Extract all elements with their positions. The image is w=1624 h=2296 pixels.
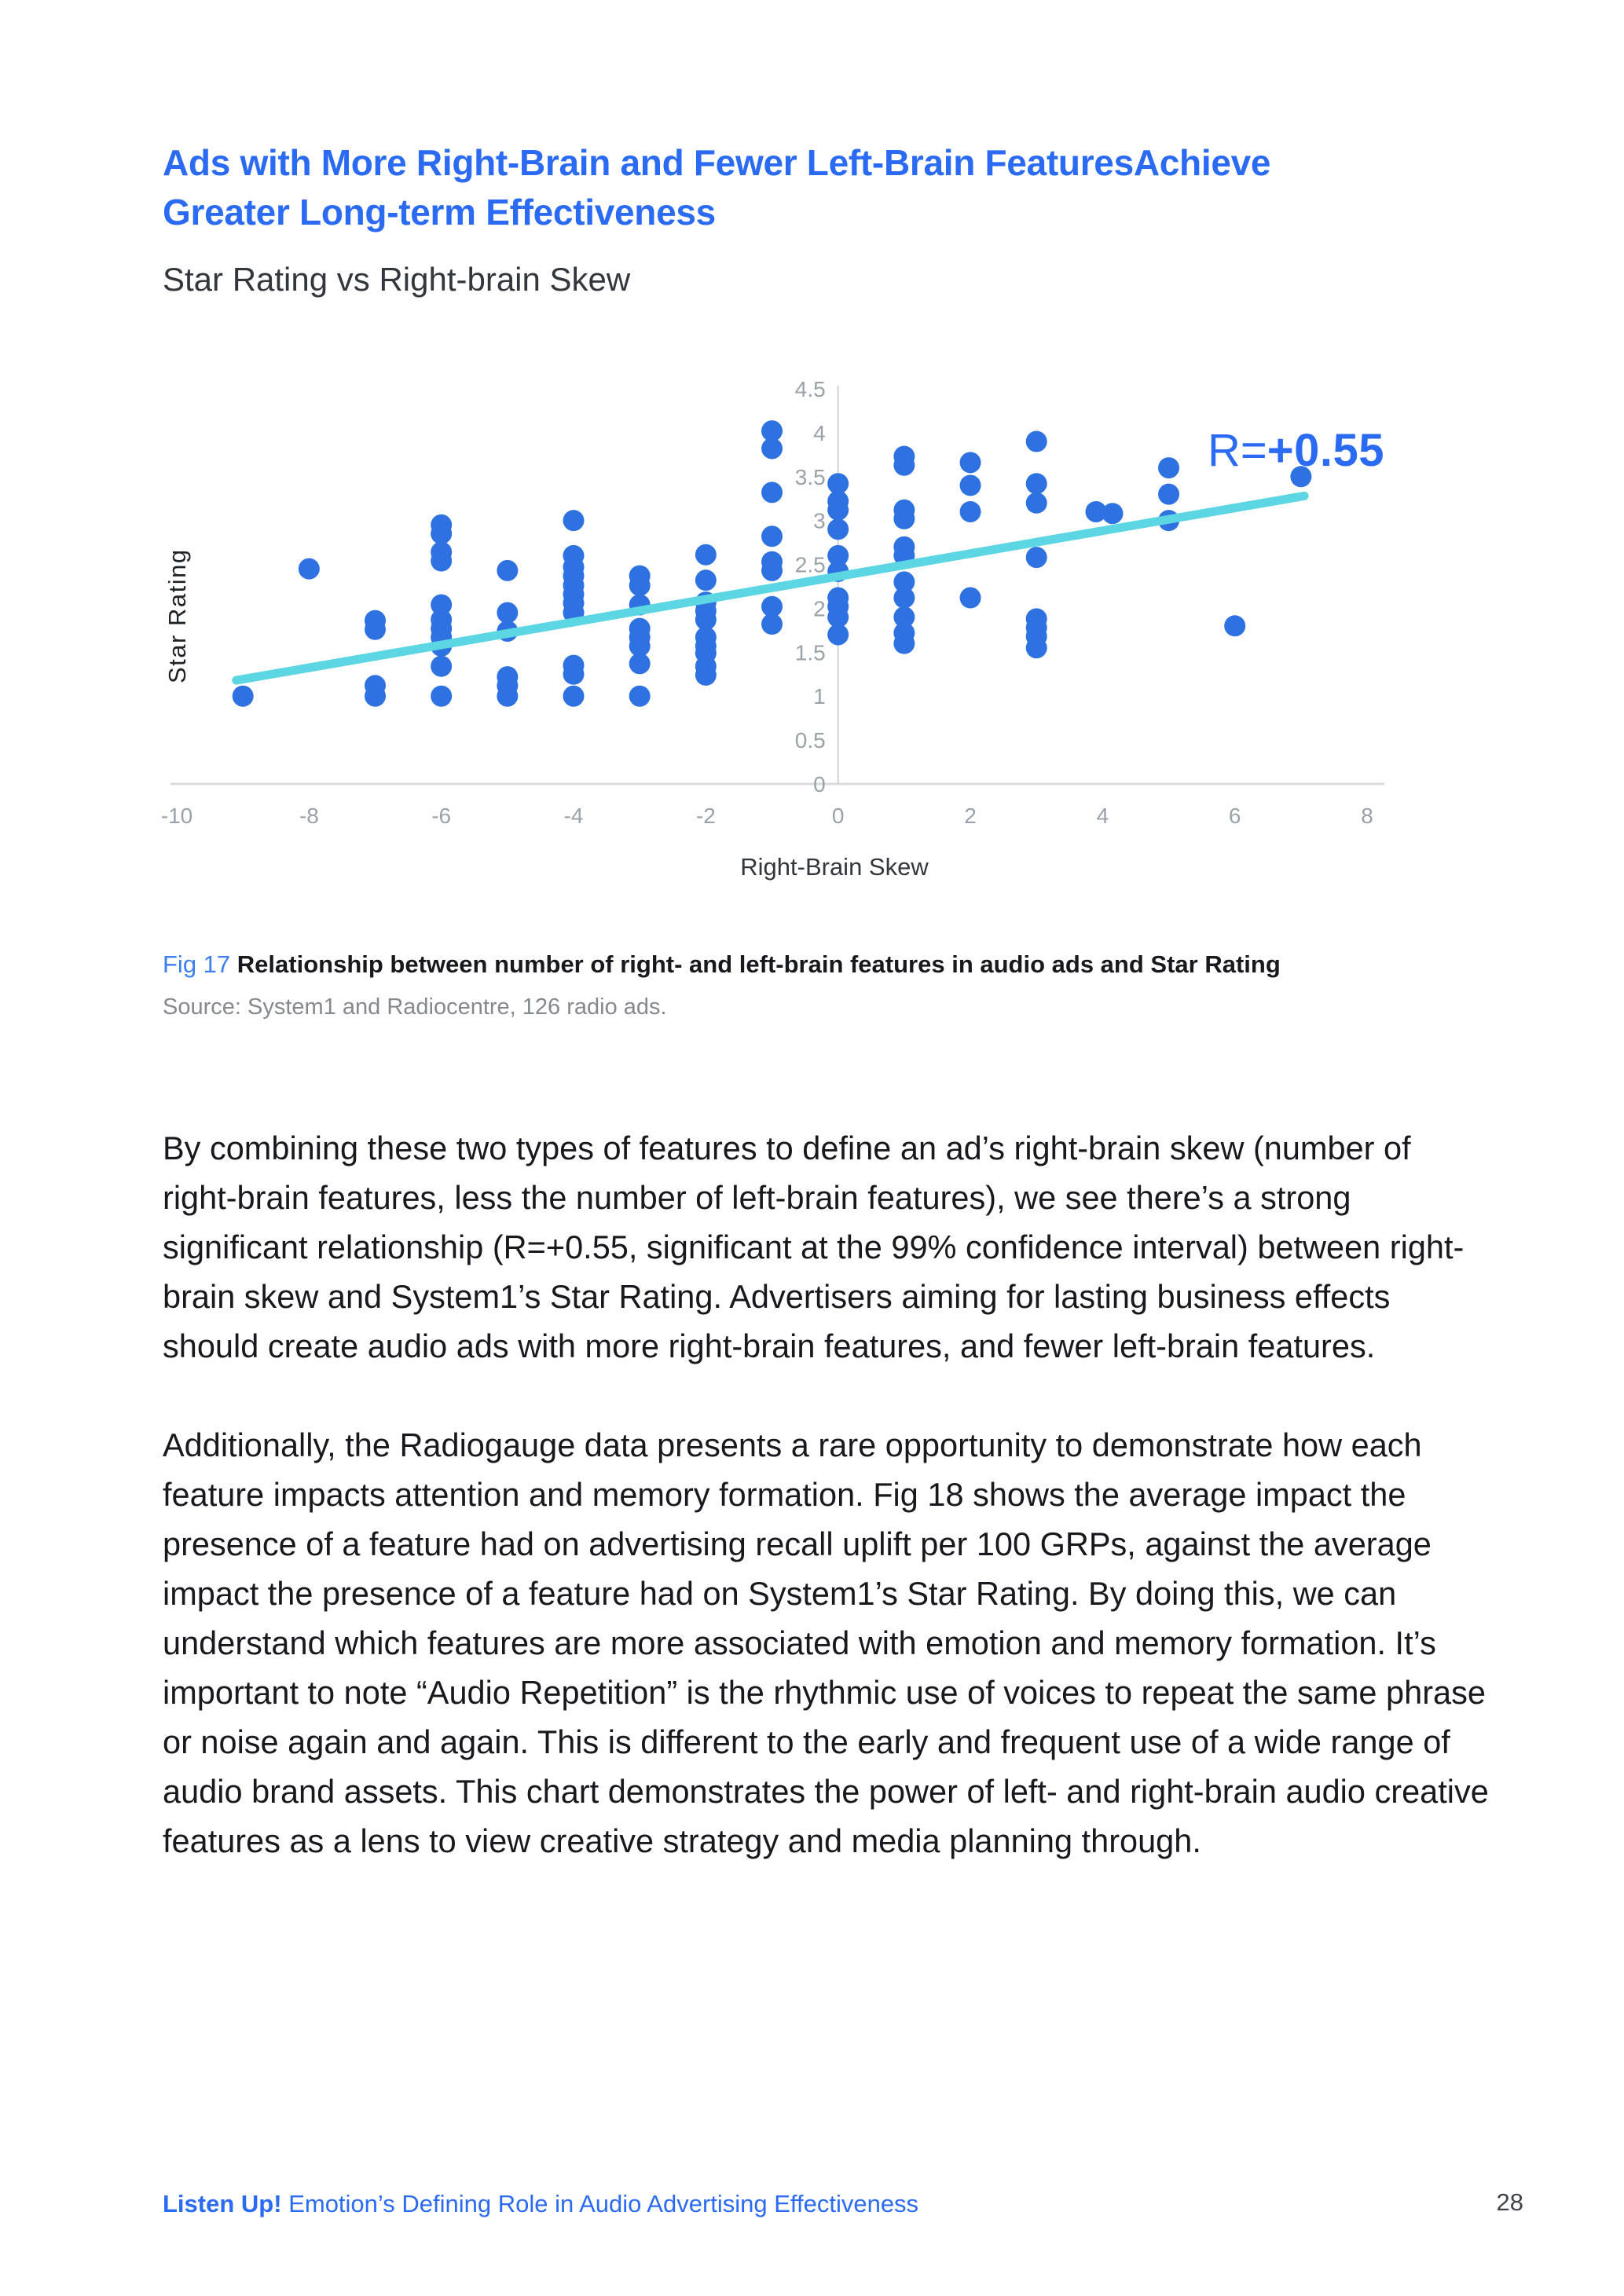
x-tick-label: 2 (964, 804, 977, 828)
scatter-point (1102, 503, 1124, 524)
correlation-prefix: R= (1207, 425, 1267, 476)
scatter-point (431, 551, 452, 572)
scatter-point (1158, 457, 1179, 478)
x-tick-label: 6 (1228, 804, 1241, 828)
footer-tagline: Emotion’s Defining Role in Audio Advertising Effectiveness (288, 2190, 919, 2217)
scatter-point (761, 438, 783, 460)
scatter-point (695, 665, 717, 686)
scatter-point (761, 482, 783, 503)
scatter-point (960, 452, 981, 473)
scatter-point (1026, 637, 1047, 658)
page-number: 28 (1496, 2188, 1523, 2216)
y-tick-label: 4.5 (794, 376, 826, 401)
scatter-point (431, 656, 452, 677)
scatter-point (497, 686, 518, 707)
y-tick-label: 2.5 (794, 552, 826, 577)
scatter-point (431, 523, 452, 544)
scatter-point (695, 544, 717, 566)
x-axis-title: Right-Brain Skew (740, 853, 929, 881)
scatter-point (1026, 431, 1047, 452)
source-note: Source: System1 and Radiocentre, 126 radio ads. (163, 994, 667, 1020)
x-tick-label: -4 (563, 804, 584, 828)
page-title: Ads with More Right-Brain and Fewer Left-Brain FeaturesAchieve Greater Long-term Effectiveness (163, 142, 1271, 233)
scatter-point (629, 575, 651, 596)
y-tick-label: 2 (813, 596, 826, 621)
x-tick-label: -6 (431, 804, 452, 828)
scatter-point (960, 501, 981, 522)
scatter-point (761, 613, 783, 635)
figure-number: Fig 17 (163, 950, 231, 978)
figure-caption-text: Relationship between number of right- and left-brain features in audio ads and Star Rating (236, 950, 1281, 978)
y-tick-label: 0 (813, 772, 826, 796)
scatter-point (299, 558, 320, 580)
scatter-point (497, 560, 518, 581)
x-tick-label: 4 (1096, 804, 1109, 828)
scatter-point (497, 602, 518, 624)
correlation-value: +0.55 (1267, 425, 1384, 476)
scatter-point (431, 686, 452, 707)
scatter-point (893, 508, 915, 529)
scatter-point (893, 588, 915, 609)
scatter-point (1026, 473, 1047, 494)
x-tick-label: -10 (160, 804, 193, 828)
x-tick-label: 0 (831, 804, 845, 828)
y-tick-label: 3 (813, 508, 826, 533)
scatter-point (563, 510, 585, 531)
body-paragraph-1: By combining these two types of features to define an ad’s right-brain skew (number of right-brain features, less the number of left-brain features), we see there’s a strong significant relationship (R=+0.55, significant at the 99% confidence interval) between right-brain skew and System1’s Star Rating. Advertisers aiming for lasting business effects should create audio ads with more right-brain features, and fewer left-brain features. (163, 1130, 1465, 1364)
scatter-point (893, 455, 915, 476)
scatter-point (233, 686, 254, 707)
body-paragraph-2: Additionally, the Radiogauge data presents a rare opportunity to demonstrate how each feature impacts attention and memory formation. Fig 18 shows the average impact the presence of a feature had on advertising recall uplift per 100 GRPs, against the average impact the presence of a feature had on System1’s Star Rating. By doing this, we can understand which features are more associated with emotion and memory formation. It’s important to note “Audio Repetition” is the rhythmic use of voices to repeat the same phrase or noise again and again. This is different to the early and frequent use of a wide range of audio brand assets. This chart demonstrates the power of left- and right-brain audio creative features as a lens to view creative strategy and media planning through. (163, 1426, 1489, 1859)
scatter-point (1026, 547, 1047, 568)
scatter-point (629, 686, 651, 707)
scatter-point (563, 664, 585, 685)
footer (163, 2190, 918, 2218)
scatter-point (827, 624, 849, 645)
y-tick-label: 1.5 (794, 640, 826, 665)
scatter-point (827, 500, 849, 521)
x-tick-label: 8 (1361, 804, 1373, 828)
correlation-annotation (1208, 424, 1384, 477)
scatter-point (960, 474, 981, 496)
y-tick-label: 3.5 (794, 464, 826, 489)
y-tick-label: 0.5 (794, 728, 826, 753)
scatter-point (761, 525, 783, 547)
scatter-point (365, 686, 386, 707)
y-tick-label: 4 (813, 420, 826, 445)
scatter-point (695, 569, 717, 591)
scatter-point (1026, 493, 1047, 514)
scatter-point (893, 633, 915, 654)
y-axis-title: Star Rating (163, 548, 191, 683)
scatter-point (1224, 615, 1245, 636)
x-tick-label: -2 (695, 804, 716, 828)
scatter-chart (157, 346, 1477, 927)
body-text (163, 1123, 1490, 1915)
x-tick-label: -8 (299, 804, 319, 828)
figure-caption (163, 950, 1483, 979)
scatter-point (563, 686, 585, 707)
trend-line (236, 496, 1304, 680)
scatter-point (827, 518, 849, 540)
footer-brand: Listen Up! (163, 2190, 282, 2217)
scatter-point (960, 588, 981, 609)
scatter-point (629, 653, 651, 674)
scatter-point (761, 560, 783, 581)
scatter-point (1158, 484, 1179, 505)
y-tick-label: 1 (813, 684, 826, 709)
chart-subtitle: Star Rating vs Right-brain Skew (163, 261, 631, 298)
scatter-point (365, 619, 386, 640)
